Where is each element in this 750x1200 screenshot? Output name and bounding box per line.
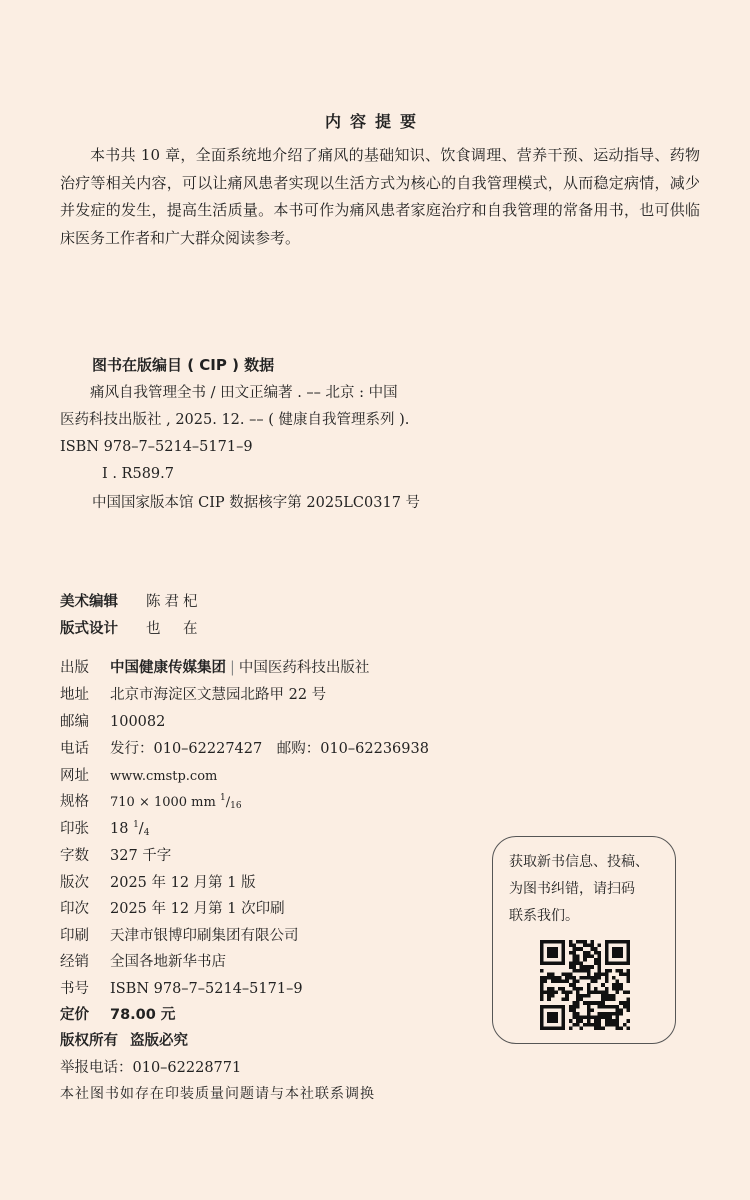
- info-value: 18 $^1/_4$: [110, 820, 150, 838]
- info-value: www.cmstp.com: [110, 769, 218, 784]
- qr-caption-line: 为图书纠错，请扫码: [509, 881, 635, 897]
- info-publisher: [60, 656, 369, 677]
- info-rights: [60, 1029, 188, 1050]
- info-label: 电话: [60, 741, 89, 757]
- info-value: 北京市海淀区文慧园北路甲 22 号: [110, 687, 327, 703]
- info-value: 2025 年 12 月第 1 版: [110, 875, 256, 891]
- info-words: [60, 844, 171, 865]
- info-value: 盗版必究: [130, 1033, 188, 1049]
- info-label: 印次: [60, 901, 89, 917]
- info-label: 出版: [60, 660, 89, 676]
- cip-core-data: 中国国家版本馆 CIP 数据核字第 2025LC0317 号: [92, 495, 421, 511]
- info-label: 地址: [60, 687, 89, 703]
- info-printer: [60, 924, 299, 945]
- info-price: [60, 1003, 175, 1024]
- info-label: 印张: [60, 821, 89, 837]
- info-value: 发行：010–62227427 邮购：010–62236938: [110, 741, 429, 757]
- info-label: 定价: [60, 1007, 89, 1023]
- info-label: 邮编: [60, 714, 89, 730]
- info-label: 印刷: [60, 928, 89, 944]
- publisher-separator: |: [230, 660, 235, 676]
- summary-body: 本书共 10 章，全面系统地介绍了痛风的基础知识、饮食调理、营养干预、运动指导、药物治疗等相关内容，可以让痛风患者实现以生活方式为核心的自我管理模式，从而稳定病情，减少并发症的发生，提高生活质量。本书可作为痛风患者家庭治疗和自我管理的常备用书，也可供临床医务工作者和广大群众阅读参考。: [60, 146, 700, 247]
- credit-label: 美术编辑: [60, 594, 118, 610]
- cip-line: 痛风自我管理全书 / 田文正编著 . –– 北京 : 中国: [90, 385, 398, 401]
- info-address: [60, 683, 326, 704]
- info-value: 天津市银博印刷集团有限公司: [110, 928, 299, 944]
- info-label: 经销: [60, 954, 89, 970]
- info-label: 版权所有: [60, 1033, 118, 1049]
- publisher-name: 中国医药科技出版社: [238, 660, 370, 676]
- credit-label: 版式设计: [60, 621, 118, 637]
- summary-title: 内容提要: [324, 112, 425, 131]
- fraction-numerator: 1: [133, 820, 139, 830]
- credit-art-editor: [60, 590, 202, 611]
- publisher-group: 中国健康传媒集团: [110, 660, 226, 676]
- info-label: 字数: [60, 848, 89, 864]
- cip-record: [60, 380, 480, 488]
- info-value: 78.00 元: [110, 1007, 176, 1023]
- cip-line: Ⅰ . R589.7: [102, 466, 174, 482]
- credit-value: 也 在: [146, 621, 202, 637]
- info-label: 网址: [60, 768, 89, 784]
- info-value: 全国各地新华书店: [110, 954, 226, 970]
- qr-code-icon[interactable]: [540, 940, 630, 1030]
- cip-title: 图书在版编目 ( CIP ) 数据: [92, 356, 275, 374]
- info-value: 100082: [110, 714, 166, 730]
- info-format: [60, 790, 242, 811]
- info-value: 327 千字: [110, 848, 172, 864]
- info-edition: [60, 871, 256, 892]
- info-website: [60, 764, 217, 785]
- info-printing: [60, 897, 285, 918]
- sheets-count: 18: [110, 821, 129, 837]
- info-label: 规格: [60, 794, 89, 810]
- cip-line: ISBN 978–7–5214–5171–9: [60, 439, 253, 455]
- info-label: 书号: [60, 981, 89, 997]
- fraction-denominator: 4: [143, 828, 150, 838]
- qr-caption-line: 获取新书信息、投稿、: [509, 854, 649, 870]
- qr-caption-line: 联系我们。: [509, 908, 579, 924]
- info-report-phone: 举报电话：010–62228771: [60, 1060, 242, 1076]
- format-size: 710 × 1000 mm: [110, 795, 216, 810]
- qr-caption: [509, 849, 669, 930]
- info-isbn: [60, 977, 303, 998]
- info-postcode: [60, 710, 165, 731]
- info-sheets: [60, 817, 149, 838]
- info-label: 版次: [60, 875, 89, 891]
- info-value: 2025 年 12 月第 1 次印刷: [110, 901, 285, 917]
- info-distributor: [60, 950, 226, 971]
- qr-contact-box: [492, 836, 676, 1044]
- info-value: 710 × 1000 mm $^1/_{16}$: [110, 793, 242, 811]
- info-phone: [60, 737, 429, 758]
- fraction-denominator: 16: [230, 801, 242, 811]
- cip-line: 医药科技出版社 , 2025. 12. –– ( 健康自我管理系列 ).: [60, 412, 410, 428]
- credit-layout-design: [60, 617, 202, 638]
- footer-notice: 本社图书如存在印装质量问题请与本社联系调换: [60, 1086, 375, 1102]
- info-value: ISBN 978–7–5214–5171–9: [110, 981, 303, 997]
- fraction-numerator: 1: [219, 793, 226, 803]
- credit-value: 陈君杞: [146, 594, 202, 610]
